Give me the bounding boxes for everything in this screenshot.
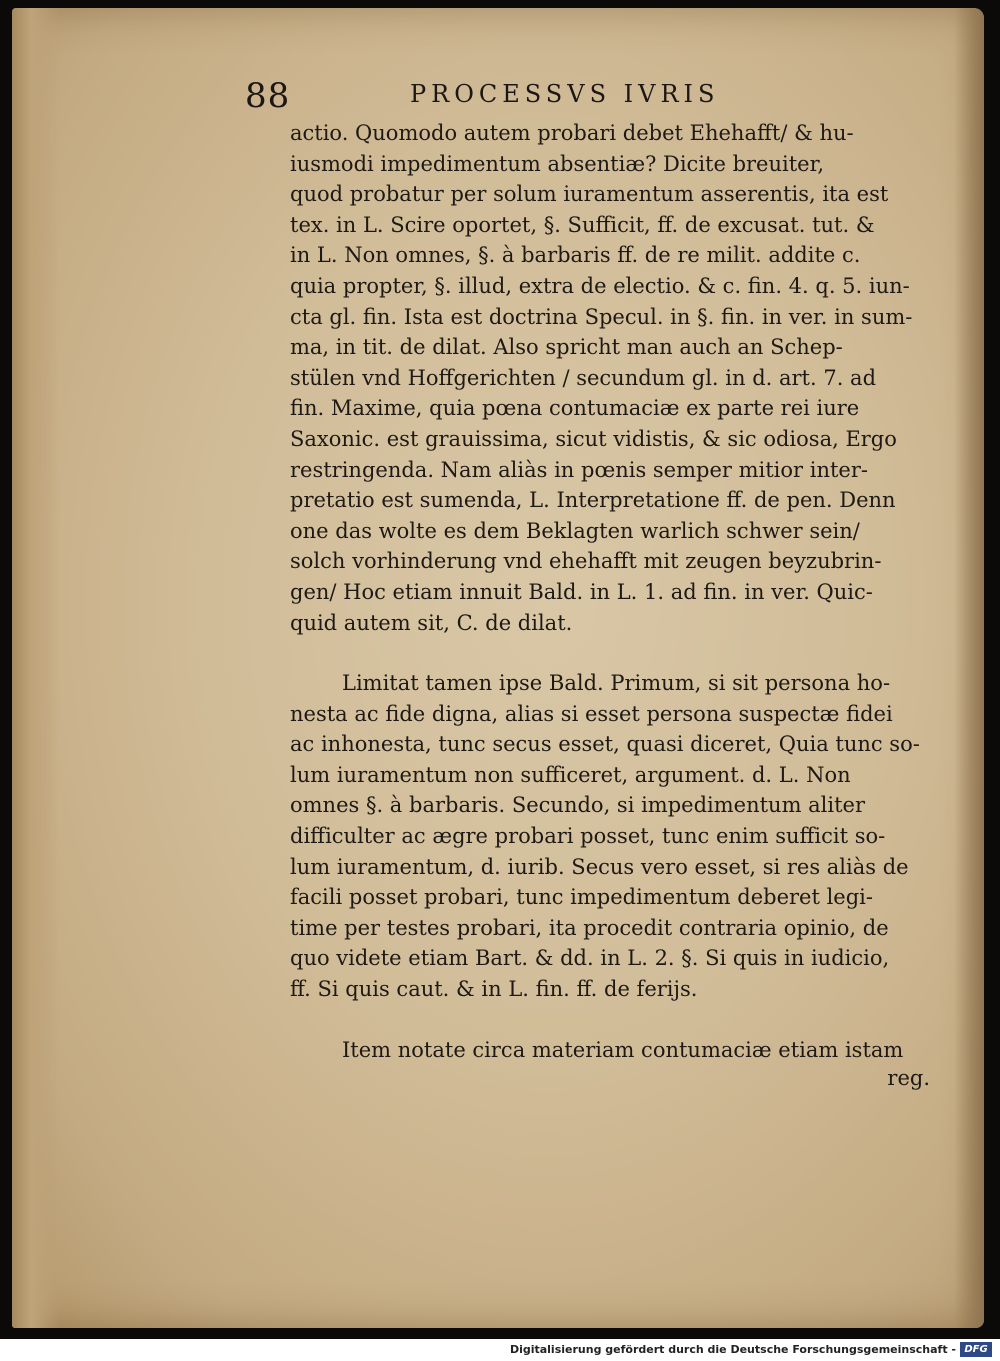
text-line: gen/ Hoc etiam innuit Bald. in L. 1. ad fin. in ver. Quic- <box>290 579 873 604</box>
running-title: PROCESSVS IVRIS <box>410 80 720 108</box>
page-spine-shadow <box>12 8 60 1328</box>
text-line: tex. in L. Scire oportet, §. Sufficit, ff. de excusat. tut. & <box>290 212 875 237</box>
paragraph-2 <box>290 668 940 1005</box>
text-line: nesta ac fide digna, alias si esset persona suspectæ fidei <box>290 701 893 726</box>
text-line: Limitat tamen ipse Bald. Primum, si sit persona ho- <box>342 671 891 696</box>
text-line: Saxonic. est grauissima, sicut vidistis, & sic odiosa, Ergo <box>290 426 897 451</box>
folio-number: 88 <box>245 76 291 116</box>
text-line: ff. Si quis caut. & in L. fin. ff. de ferijs. <box>290 977 698 1002</box>
text-line: Item notate circa materiam contumaciæ etiam istam <box>342 1037 904 1062</box>
dfg-logo-icon: DFG <box>960 1342 992 1357</box>
text-line: lum iuramentum, d. iurib. Secus vero esset, si res aliàs de <box>290 854 909 879</box>
text-line: ma, in tit. de dilat. Also spricht man auch an Schep- <box>290 335 843 360</box>
text-line: one das wolte es dem Beklagten warlich schwer sein/ <box>290 518 860 543</box>
text-line: in L. Non omnes, §. à barbaris ff. de re milit. addite c. <box>290 243 861 268</box>
text-line: time per testes probari, ita procedit contraria opinio, de <box>290 915 889 940</box>
paragraph-1 <box>290 118 940 638</box>
text-line: quia propter, §. illud, extra de electio. & c. fin. 4. q. 5. iun- <box>290 273 910 298</box>
text-line: iusmodi impedimentum absentiæ? Dicite breuiter, <box>290 151 825 176</box>
text-line: cta gl. fin. Ista est doctrina Specul. in §. fin. in ver. in sum- <box>290 304 913 329</box>
text-line: pretatio est sumenda, L. Interpretatione ff. de pen. Denn <box>290 488 896 513</box>
text-line: quid autem sit, C. de dilat. <box>290 610 573 635</box>
paragraph-3 <box>290 1035 940 1066</box>
paragraph-gap <box>290 1005 940 1035</box>
text-line: fin. Maxime, quia pœna contumaciæ ex parte rei iure <box>290 396 860 421</box>
text-line: ac inhonesta, tunc secus esset, quasi diceret, Quia tunc so- <box>290 732 920 757</box>
page-edge-shadow <box>954 8 984 1328</box>
catchword: reg. <box>887 1066 930 1090</box>
text-line: stülen vnd Hoffgerichten / secundum gl. in d. art. 7. ad <box>290 365 877 390</box>
body-text <box>290 118 940 1065</box>
text-line: quo videte etiam Bart. & dd. in L. 2. §. Si quis in iudicio, <box>290 946 890 971</box>
funding-note: Digitalisierung gefördert durch die Deutsche Forschungsgemeinschaft - <box>509 1343 956 1356</box>
text-line: lum iuramentum non sufficeret, argument. d. L. Non <box>290 762 851 787</box>
page-header <box>245 72 835 122</box>
text-line: quod probatur per solum iuramentum asserentis, ita est <box>290 182 889 207</box>
text-line: restringenda. Nam aliàs in pœnis semper mitior inter- <box>290 457 868 482</box>
paragraph-gap <box>290 638 940 668</box>
text-line: facili posset probari, tunc impedimentum deberet legi- <box>290 885 873 910</box>
text-line: difficulter ac ægre probari posset, tunc enim sufficit so- <box>290 824 886 849</box>
text-line: solch vorhinderung vnd ehehafft mit zeugen beyzubrin- <box>290 549 882 574</box>
digitization-footer <box>0 1339 1000 1361</box>
text-line: actio. Quomodo autem probari debet Ehehafft/ & hu- <box>290 121 854 145</box>
text-line: omnes §. à barbaris. Secundo, si impedimentum aliter <box>290 793 866 818</box>
